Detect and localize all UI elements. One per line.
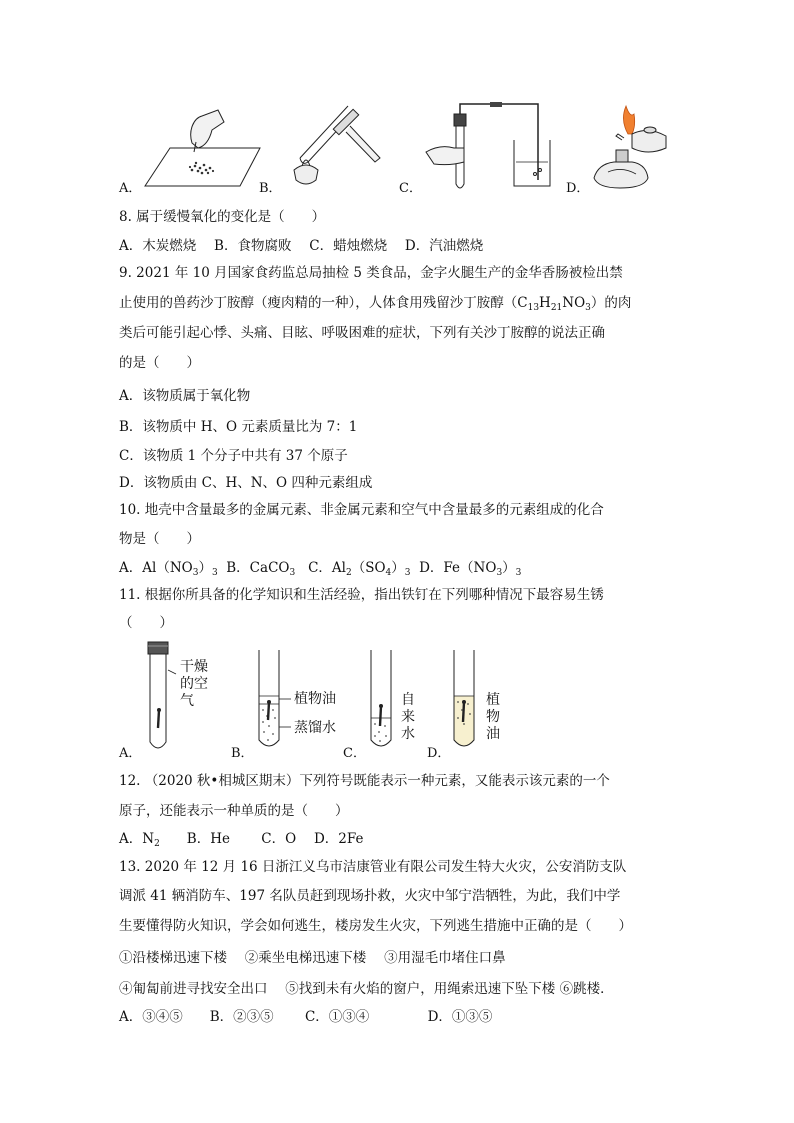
q11-tube-c-label: 自 来 水 — [401, 692, 415, 742]
q7-option-c-label: C． — [399, 181, 422, 196]
q9-stem-line-3: 类后可能引起心悸、头痛、目眩、呼吸困难的症状，下列有关沙丁胺醇的说法正确 — [119, 325, 605, 341]
q10-stem-line-1: 10. 地壳中含量最多的金属元素、非金属元素和空气中含量最多的元素组成的化合 — [119, 502, 604, 518]
q10-stem-line-2: 物是（ ） — [119, 531, 200, 547]
q11-tube-b-oil-label: 植物油 — [294, 691, 336, 707]
q11-tube-a-dry-air — [144, 640, 178, 755]
q7-option-a-label: A． — [119, 181, 142, 196]
q9-stem-line-4: 的是（ ） — [119, 355, 200, 371]
q7-option-b-label: B． — [259, 181, 282, 196]
q11-tube-b-water-label: 蒸馏水 — [294, 720, 336, 736]
q8-stem: 8. 属于缓慢氧化的变化是（ ） — [119, 209, 326, 225]
q11-stem-line-1: 11. 根据你所具备的化学知识和生活经验，指出铁钉在下列哪种情况下最容易生锈 — [119, 587, 604, 603]
q7-figure-c-gas-tightness-check — [420, 100, 560, 195]
q8-options: A．木炭燃烧 B．食物腐败 C．蜡烛燃烧 D．汽油燃烧 — [119, 238, 484, 254]
q11-tube-b-oil-and-distilled-water — [255, 648, 295, 754]
q11-option-a-label: A． — [119, 746, 142, 761]
q13-measures-line-2: ④匍匐前进寻找安全出口 ⑤找到未有火焰的窗户，用绳索迅速下坠下楼 ⑥跳楼． — [119, 981, 614, 997]
q9-stem-line-1: 9. 2021 年 10 月国家食药监总局抽检 5 类食品，金字火腿生产的金华香肠被检出禁 — [119, 265, 623, 281]
q7-figure-b-heating-test-tube — [280, 100, 390, 195]
q12-stem-line-1: 12. （2020 秋•相城区期末）下列符号既能表示一种元素，又能表示该元素的一个 — [119, 773, 610, 789]
q13-measures-line-1: ①沿楼梯迅速下楼 ②乘坐电梯迅速下楼 ③用湿毛巾堵住口鼻 — [119, 950, 506, 966]
q11-option-b-label: B． — [231, 746, 254, 761]
q11-tube-d-vegetable-oil — [450, 648, 484, 754]
q11-tube-c-tap-water — [367, 648, 401, 754]
q11-option-c-label: C． — [343, 746, 366, 761]
q13-stem-line-2: 调派 41 辆消防车、197 名队员赶到现场扑救，火灾中邹宁浩牺牲，为此，我们中学 — [119, 888, 621, 904]
q9-option-a: A．该物质属于氧化物 — [119, 388, 251, 404]
q13-stem-line-1: 13. 2020 年 12 月 16 日浙江义乌市洁康管业有限公司发生特大火灾，公安消防支队 — [119, 859, 627, 875]
q9-option-c: C．该物质 1 个分子中共有 37 个原子 — [119, 448, 348, 464]
q7-figure-a-powder-on-paper — [140, 108, 260, 193]
q10-options: A．$Al(NO_3)_3$ B．CaCO$_3$ C．$Al_2(SO_4)_3$ D．$Fe(NO_3)_3$ — [119, 560, 522, 578]
q13-stem-line-3: 生要懂得防火知识，学会如何逃生，楼房发生火灾，下列逃生措施中正确的是（ ） — [119, 918, 632, 934]
q12-options: A．$N_2$ B．He C．O D．2Fe — [119, 831, 364, 849]
q11-tube-d-label: 植 物 油 — [486, 692, 500, 742]
q13-options: A．③④⑤ B．②③⑤ C．①③④ D．①③⑤ — [119, 1009, 493, 1025]
q7-figure-d-alcohol-lamps — [588, 100, 678, 195]
q9-option-b: B．该物质中 H、O 元素质量比为 7：1 — [119, 419, 358, 435]
q11-option-d-label: D． — [427, 746, 451, 761]
q11-tube-a-label: 干燥 的空 气 — [180, 659, 208, 709]
q12-stem-line-2: 原子，还能表示一种单质的是（ ） — [119, 803, 349, 819]
q7-option-d-label: D． — [566, 181, 590, 196]
q9-option-d: D．该物质由 C、H、N、O 四种元素组成 — [119, 475, 373, 491]
q11-stem-line-2: （ ） — [119, 615, 173, 631]
q9-stem-line-2: 止使用的兽药沙丁胺醇（瘦肉精的一种），人体食用残留沙丁胺醇$(C_{13}H_{21}NO_3)$的肉 — [119, 295, 632, 313]
